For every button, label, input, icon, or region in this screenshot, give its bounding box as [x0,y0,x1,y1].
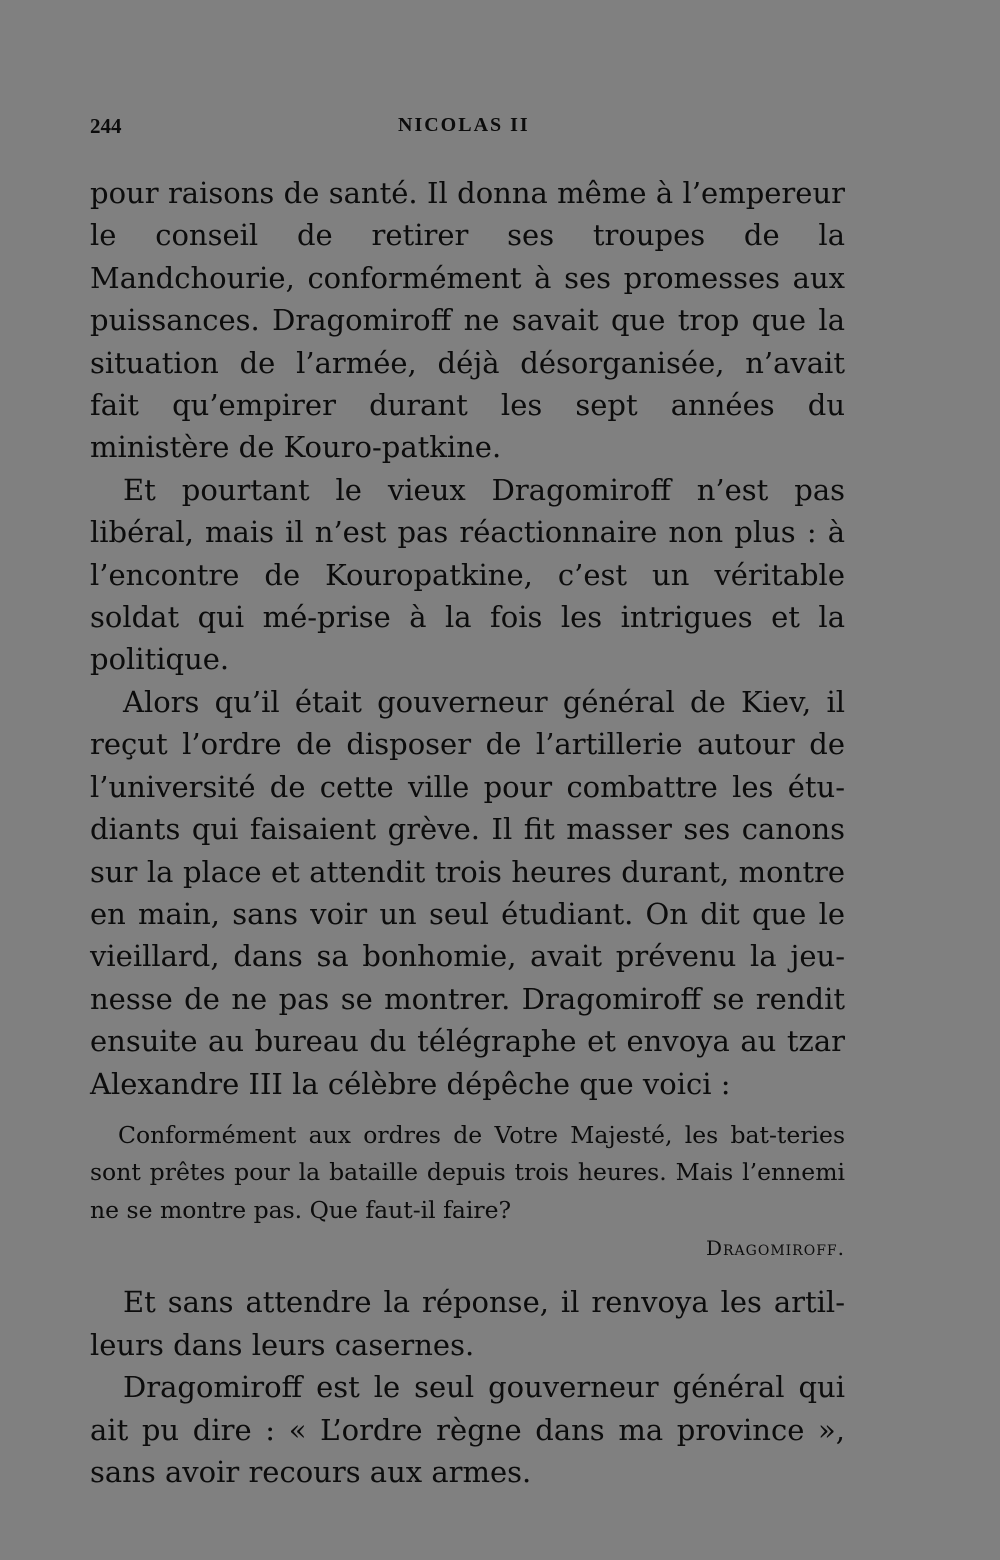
quote-text: Conformément aux ordres de Votre Majesté, les bat-teries sont prêtes pour la bataille depuis trois heures. Mais l’ennemi ne se montre pas. Que faut-il faire? [90,1120,845,1224]
paragraph: Alors qu’il était gouverneur général de Kiev, il reçut l’ordre de disposer de l’artillerie autour de l’université de cette ville pour combattre les étu-diants qui faisaient grève. Il fit masser ses canons sur la place et attendit trois heures durant, montre en main, sans voir un seul étudiant. On dit que le vieillard, dans sa bonhomie, avait prévenu la jeu-nesse de ne pas se montrer. Dragomiroff se rendit ensuite au bureau du télégraphe et envoya au tzar Alexandre III la célèbre dépêche que voici : [90,684,845,1101]
running-title: NICOLAS II [398,114,530,136]
body-text [90,172,845,1493]
book-page [90,0,845,1560]
paragraph: Et pourtant le vieux Dragomiroff n’est pas libéral, mais il n’est pas réactionnaire non plus : à l’encontre de Kouropatkine, c’est un véritable soldat qui mé-prise à la fois les intrigues et la politique. [90,472,845,677]
paragraph-continuation: pour raisons de santé. Il donna même à l’empereur le conseil de retirer ses troupes de la Mandchourie, conformément à ses promesses aux puissances. Dragomiroff ne savait que trop que la situation de l’armée, déjà désorganisée, n’avait fait qu’empirer durant les sept années du ministère de Kouro-patkine. [90,176,845,465]
page-number: 244 [90,114,122,138]
paragraph: Dragomiroff est le seul gouverneur général qui ait pu dire : « L’ordre règne dans ma province », sans avoir recours aux armes. [90,1370,845,1490]
telegram-quote [90,1117,845,1268]
quote-signature: Dragomiroff. [705,1236,845,1261]
running-head [90,114,845,144]
paragraph: Et sans attendre la réponse, il renvoya les artil-leurs dans leurs casernes. [90,1285,845,1362]
